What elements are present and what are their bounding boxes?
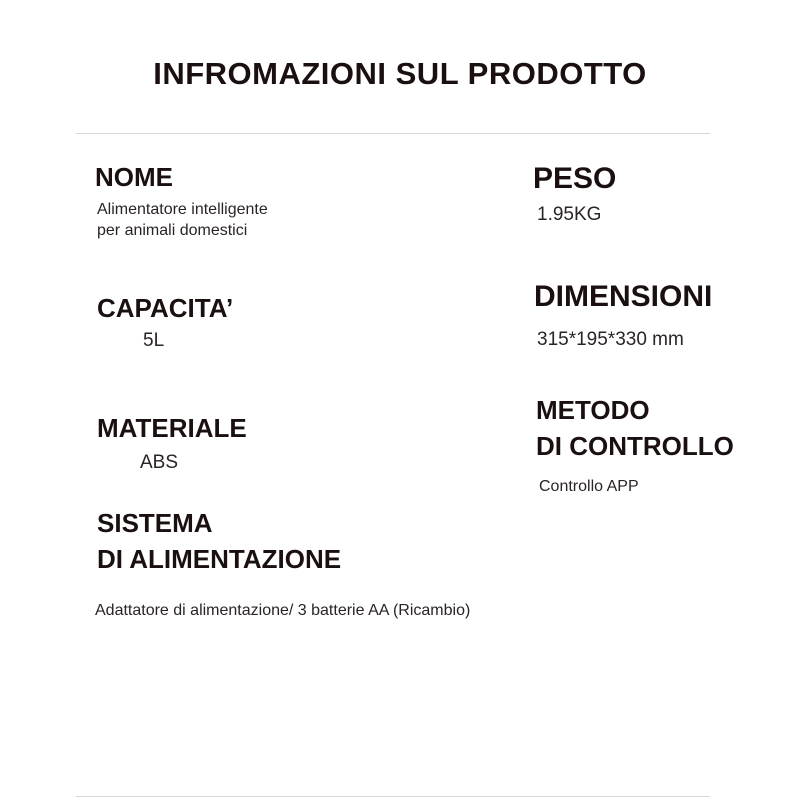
metodo-label-line1: METODO [536, 395, 650, 425]
metodo-label-line2: DI CONTROLLO [536, 431, 734, 461]
sistema-label-line1: SISTEMA [97, 508, 213, 538]
nome-label: NOME [95, 162, 173, 192]
peso-label: PESO [533, 162, 617, 195]
materiale-value: ABS [140, 452, 179, 473]
sistema-value: Adattatore di alimentazione/ 3 batterie AA (Ricambio) [95, 602, 471, 619]
dimensioni-value: 315*195*330 mm [537, 329, 684, 350]
nome-value-line2: per animali domestici [97, 222, 248, 239]
metodo-value: Controllo APP [539, 478, 639, 495]
bottom-divider [76, 796, 710, 797]
peso-value: 1.95KG [537, 204, 602, 225]
top-divider [76, 133, 710, 134]
dimensioni-label: DIMENSIONI [534, 280, 713, 313]
materiale-label: MATERIALE [97, 413, 247, 443]
sistema-label-line2: DI ALIMENTAZIONE [97, 544, 342, 574]
page-title: INFROMAZIONI SUL PRODOTTO [153, 56, 647, 91]
capacita-label: CAPACITA’ [97, 293, 234, 323]
capacita-value: 5L [143, 330, 165, 351]
nome-value-line1: Alimentatore intelligente [97, 201, 268, 218]
